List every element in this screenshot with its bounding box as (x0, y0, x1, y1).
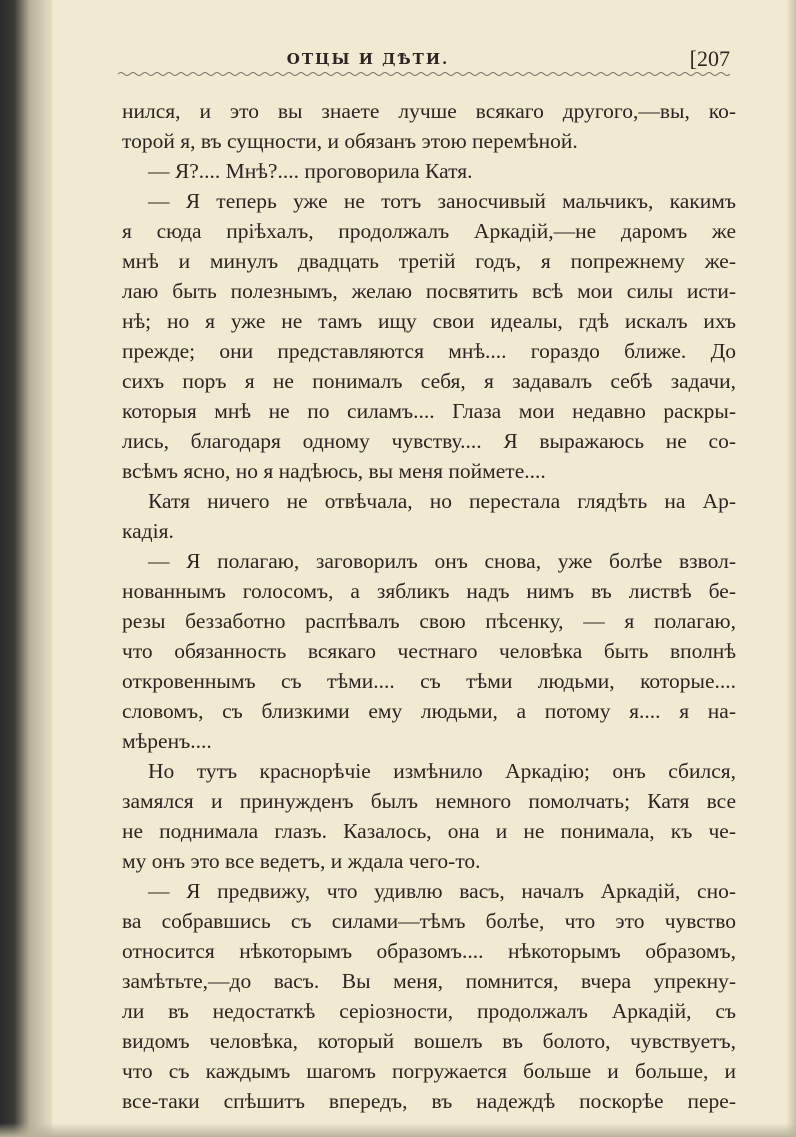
text-line: не поднимала глазъ. Казалось, она и не понимала, къ че- (122, 819, 736, 843)
page-number: [207 (689, 46, 730, 71)
text-line: откровеннымъ съ тѣми.... съ тѣми людьми, которые.... (122, 669, 736, 693)
text-line: которыя мнѣ не по силамъ.... Глаза мои недавно раскры- (122, 399, 736, 423)
binding-gutter (0, 0, 52, 1137)
text-line: ли въ недостаткѣ серіозности, продолжалъ Аркадій, съ (122, 999, 736, 1023)
running-title: ОТЦЫ И ДѢТИ. (286, 50, 450, 68)
text-line: замѣтьте,—до васъ. Вы меня, помнится, вчера упрекну- (122, 969, 736, 993)
text-line: лись, благодаря одному чувству.... Я выражаюсь не со- (122, 429, 736, 453)
text-line: видомъ человѣка, который вошелъ въ болото, чувствуетъ, (122, 1029, 736, 1053)
page-edge-right (786, 0, 796, 1137)
text-line: что обязанность всякаго честнаго человѣка быть вполнѣ (122, 639, 736, 663)
text-line: — Я полагаю, заговорилъ онъ снова, уже болѣе взвол- (148, 549, 736, 573)
text-line: все-таки спѣшитъ впередъ, въ надеждѣ поскорѣе пере- (122, 1089, 736, 1113)
text-line: нованнымъ голосомъ, а зябликъ надъ нимъ въ листвѣ бе- (122, 579, 736, 603)
text-line: прежде; они представляются мнѣ.... гораздо ближе. До (122, 339, 736, 363)
text-line: — Я предвижу, что удивлю васъ, началъ Аркадій, сно- (148, 879, 736, 903)
text-line: нился, и это вы знаете лучше всякаго другого,—вы, ко- (122, 99, 736, 123)
text-line: замялся и принужденъ былъ немного помолчать; Катя все (122, 789, 736, 813)
text-line: всѣмъ ясно, но я надѣюсь, вы меня поймете.... (122, 459, 546, 483)
text-line: Катя ничего не отвѣчала, но перестала глядѣть на Ар- (148, 489, 736, 513)
text-line: му онъ это все ведетъ, и ждала чего-то. (122, 849, 481, 873)
text-line: кадія. (122, 519, 174, 543)
text-line: мѣренъ.... (122, 729, 212, 753)
text-line: ва собравшись съ силами—тѣмъ болѣе, что это чувство (122, 909, 736, 933)
body-text (122, 96, 736, 1116)
text-line: что съ каждымъ шагомъ погружается больше и больше, и (122, 1059, 736, 1083)
text-line: лаю быть полезнымъ, желаю посвятить всѣ мои силы исти- (122, 279, 736, 303)
text-line: я сюда пріѣхалъ, продолжалъ Аркадій,—не даромъ же (122, 219, 736, 243)
page-header (118, 44, 740, 78)
text-line: относится нѣкоторымъ образомъ.... нѣкоторымъ образомъ, (122, 939, 736, 963)
text-line: Но тутъ краснорѣчіе измѣнило Аркадію; онъ сбился, (148, 759, 736, 783)
page-edge-bottom (0, 1123, 796, 1137)
text-line: нѣ; но я уже не тамъ ищу свои идеалы, гдѣ искалъ ихъ (122, 309, 736, 333)
text-line: — Я?.... Мнѣ?.... проговорила Катя. (148, 159, 473, 183)
text-line: торой я, въ сущности, и обязанъ этою перемѣной. (122, 129, 578, 153)
text-line: словомъ, съ близкими ему людьми, а потому я.... я на- (122, 699, 736, 723)
text-line: резы беззаботно распѣвалъ свою пѣсенку, — я полагаю, (122, 609, 736, 633)
text-line: — Я теперь уже не тотъ заносчивый мальчикъ, какимъ (148, 189, 736, 213)
text-line: сихъ поръ я не понималъ себя, я задавалъ себѣ задачи, (122, 369, 736, 393)
header-wavy-rule (118, 70, 730, 78)
text-line: мнѣ и минулъ двадцать третій годъ, я попрежнему же- (122, 249, 736, 273)
